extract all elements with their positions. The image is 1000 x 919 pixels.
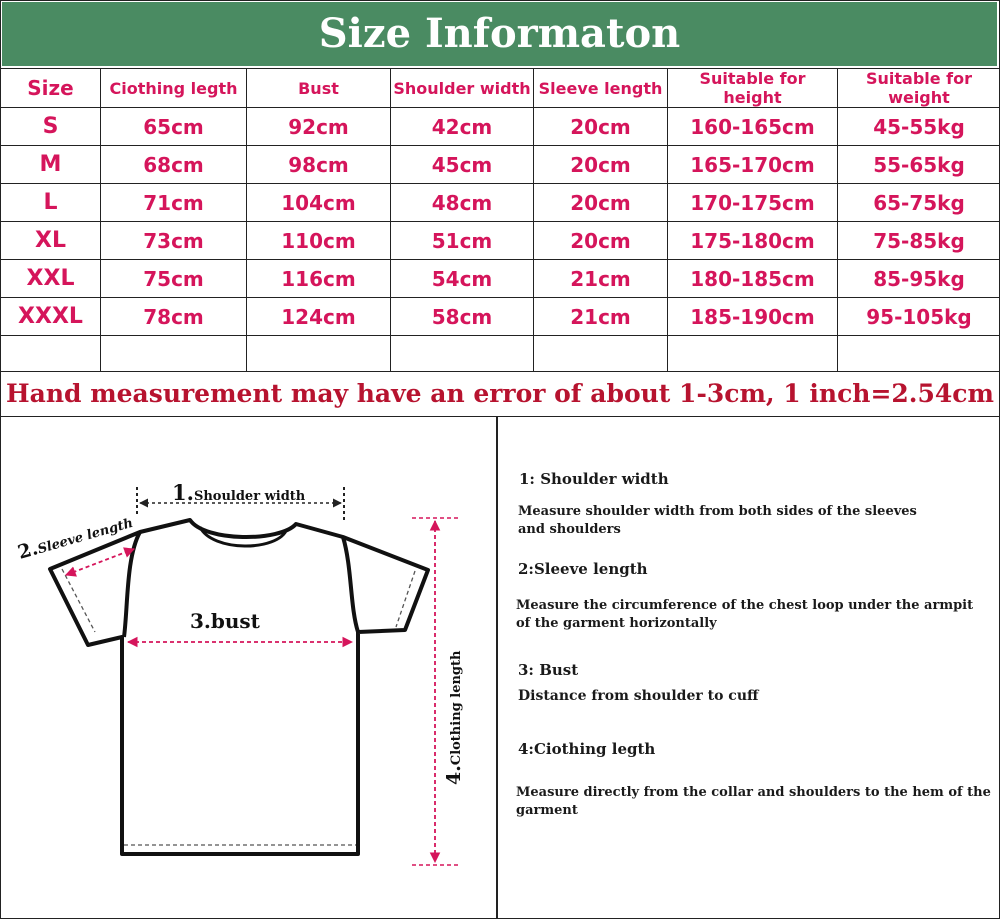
guide-heading-length: 4:Ciothing legth <box>518 740 656 758</box>
empty-cell <box>391 336 534 372</box>
table-cell: 73cm <box>101 222 247 260</box>
table-cell: 51cm <box>391 222 534 260</box>
size-cell: S <box>1 108 101 146</box>
table-cell: 170-175cm <box>668 184 838 222</box>
header-cell: Shoulder width <box>391 69 534 108</box>
table-cell: 124cm <box>247 298 391 336</box>
table-cell: 78cm <box>101 298 247 336</box>
bust-label-text: bust <box>210 609 260 633</box>
table-cell: 20cm <box>534 146 668 184</box>
table-row <box>1 184 1000 222</box>
table-cell: 54cm <box>391 260 534 298</box>
guide-text-shoulder: Measure shoulder width from both sides of the sleeves and shoulders <box>518 504 917 537</box>
table-cell: 45cm <box>391 146 534 184</box>
svg-text:3.bust <box>190 609 261 633</box>
empty-cell <box>668 336 838 372</box>
right-sleeve-seam <box>343 537 358 632</box>
svg-text:2.Sleeve length <box>15 510 135 564</box>
size-cell: M <box>1 146 101 184</box>
table-cell: 116cm <box>247 260 391 298</box>
table-cell: 160-165cm <box>668 108 838 146</box>
sleeve-label-text: Sleeve length <box>36 515 135 558</box>
guide-text-bust: Distance from shoulder to cuff <box>518 688 759 704</box>
shoulder-label-text: Shoulder width <box>193 489 306 504</box>
table-cell: 20cm <box>534 184 668 222</box>
table-cell: 75-85kg <box>838 222 1000 260</box>
header-cell: Size <box>1 69 101 108</box>
empty-cell <box>534 336 668 372</box>
bust-label-num: 3. <box>190 609 211 633</box>
header-cell: Bust <box>247 69 391 108</box>
table-cell: 21cm <box>534 298 668 336</box>
table-header-row <box>1 69 1000 108</box>
empty-cell <box>247 336 391 372</box>
header-cell: Suitable for weight <box>838 69 1000 108</box>
empty-row <box>1 336 1000 372</box>
header-cell: Suitable for height <box>668 69 838 108</box>
header-cell: Ciothing legth <box>101 69 247 108</box>
table-row <box>1 222 1000 260</box>
empty-cell <box>101 336 247 372</box>
tshirt-diagram <box>0 417 495 917</box>
table-cell: 175-180cm <box>668 222 838 260</box>
table-row <box>1 108 1000 146</box>
table-cell: 45-55kg <box>838 108 1000 146</box>
table-cell: 185-190cm <box>668 298 838 336</box>
guide-heading-sleeve: 2:Sleeve length <box>518 560 648 578</box>
guide-heading-bust: 3: Bust <box>518 661 579 679</box>
empty-cell <box>838 336 1000 372</box>
table-cell: 21cm <box>534 260 668 298</box>
guide-text-sleeve: Measure the circumference of the chest loop under the armpit of the garment horizontally <box>516 598 974 631</box>
table-cell: 42cm <box>391 108 534 146</box>
table-cell: 92cm <box>247 108 391 146</box>
table-cell: 85-95kg <box>838 260 1000 298</box>
table-row <box>1 298 1000 336</box>
left-sleeve-seam <box>124 532 140 637</box>
table-cell: 58cm <box>391 298 534 336</box>
svg-text:1.Shoulder width <box>172 480 306 505</box>
table-cell: 75cm <box>101 260 247 298</box>
shoulder-label-num: 1. <box>172 480 194 505</box>
table-row <box>1 146 1000 184</box>
table-cell: 165-170cm <box>668 146 838 184</box>
table-cell: 180-185cm <box>668 260 838 298</box>
length-label-text: Clothing length <box>449 650 464 766</box>
table-cell: 65cm <box>101 108 247 146</box>
length-label-num: 4. <box>443 765 465 785</box>
header-cell: Sleeve length <box>534 69 668 108</box>
table-cell: 20cm <box>534 222 668 260</box>
size-cell: XXXL <box>1 298 101 336</box>
table-cell: 98cm <box>247 146 391 184</box>
table-cell: 110cm <box>247 222 391 260</box>
guide-text-length: Measure directly from the collar and shoulders to the hem of the garment <box>516 785 991 818</box>
section-divider <box>496 416 498 919</box>
page-title: Size Informaton <box>2 2 997 66</box>
sleeve-arrow <box>66 549 134 575</box>
table-cell: 104cm <box>247 184 391 222</box>
size-cell: L <box>1 184 101 222</box>
table-cell: 71cm <box>101 184 247 222</box>
measurement-note: Hand measurement may have an error of about 1-3cm, 1 inch=2.54cm <box>0 371 1000 417</box>
size-cell: XL <box>1 222 101 260</box>
table-cell: 68cm <box>101 146 247 184</box>
table-cell: 65-75kg <box>838 184 1000 222</box>
table-cell: 95-105kg <box>838 298 1000 336</box>
size-cell: XXL <box>1 260 101 298</box>
tshirt-outline <box>50 520 428 854</box>
table-cell: 48cm <box>391 184 534 222</box>
empty-cell <box>1 336 101 372</box>
sleeve-label-num: 2. <box>15 537 41 564</box>
guide-heading-shoulder: 1: Shoulder width <box>519 470 669 488</box>
table-cell: 55-65kg <box>838 146 1000 184</box>
svg-text:4.Clothing length <box>443 650 465 785</box>
size-table <box>0 68 1000 372</box>
right-cuff-stitch <box>396 571 415 627</box>
table-row <box>1 260 1000 298</box>
table-cell: 20cm <box>534 108 668 146</box>
